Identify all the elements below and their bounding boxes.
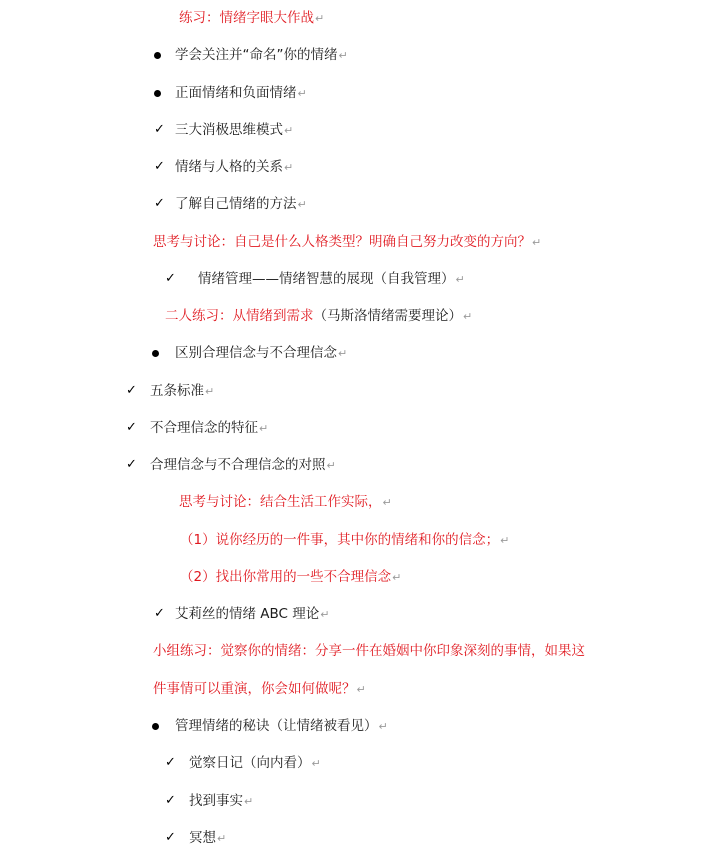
paragraph-mark-icon: ↵	[338, 347, 348, 360]
pair-exercise-heading: 二人练习：从情绪到需求（马斯洛情绪需要理论）↵	[165, 308, 473, 324]
paragraph-mark-icon: ↵	[311, 757, 321, 770]
check-icon: ✓	[165, 830, 176, 845]
paragraph-mark-icon: ↵	[315, 12, 325, 25]
paragraph-mark-icon: ↵	[244, 795, 254, 808]
list-item: ✓ 情绪管理——情绪智慧的展现（自我管理）↵	[165, 271, 465, 287]
group-exercise-text: 件事情可以重演，你会如何做呢？↵	[153, 681, 366, 697]
paragraph-mark-icon: ↵	[284, 161, 294, 174]
discussion-point: （1）说你经历的一件事，其中你的情绪和你的信念；↵	[180, 532, 510, 548]
paragraph-mark-icon: ↵	[532, 236, 542, 249]
paragraph-mark-icon: ↵	[382, 496, 392, 509]
bullet-icon	[154, 90, 161, 97]
paragraph-mark-icon: ↵	[463, 310, 473, 323]
list-item: ✓ 觉察日记（向内看）↵	[165, 755, 321, 771]
paragraph-mark-icon: ↵	[378, 720, 388, 733]
list-item: ✓ 不合理信念的特征↵	[126, 420, 269, 436]
list-item: 区别合理信念与不合理信念↵	[152, 343, 347, 363]
paragraph-mark-icon: ↵	[326, 459, 336, 472]
check-icon: ✓	[126, 420, 137, 435]
bullet-icon	[152, 350, 159, 357]
discussion-heading: 思考与讨论：结合生活工作实际，↵	[179, 494, 392, 510]
list-item: ✓ 合理信念与不合理信念的对照↵	[126, 457, 336, 473]
paragraph-mark-icon: ↵	[338, 49, 348, 62]
list-item: 正面情绪和负面情绪↵	[154, 83, 307, 103]
bullet-icon	[152, 723, 159, 730]
list-item: 管理情绪的秘诀（让情绪被看见）↵	[152, 716, 388, 736]
paragraph-mark-icon: ↵	[320, 608, 330, 621]
check-icon: ✓	[154, 122, 165, 137]
discussion-heading: 思考与讨论：自己是什么人格类型？明确自己努力改变的方向？↵	[153, 234, 542, 250]
paragraph-mark-icon: ↵	[259, 422, 269, 435]
check-icon: ✓	[165, 271, 176, 286]
list-item: ✓ 五条标准↵	[126, 383, 215, 399]
check-icon: ✓	[126, 383, 137, 398]
bullet-icon	[154, 52, 161, 59]
discussion-point: （2）找出你常用的一些不合理信念↵	[180, 569, 402, 585]
group-exercise-text: 小组练习：觉察你的情绪：分享一件在婚姻中你印象深刻的事情，如果这	[153, 643, 585, 659]
check-icon: ✓	[154, 196, 165, 211]
check-icon: ✓	[165, 755, 176, 770]
paragraph-mark-icon: ↵	[500, 534, 510, 547]
list-item: 学会关注并“命名”你的情绪↵	[154, 45, 348, 65]
exercise-heading: 练习：情绪字眼大作战↵	[179, 10, 325, 26]
check-icon: ✓	[126, 457, 137, 472]
list-item: ✓ 情绪与人格的关系↵	[154, 159, 294, 175]
list-item: ✓ 了解自己情绪的方法↵	[154, 196, 307, 212]
paragraph-mark-icon: ↵	[297, 87, 307, 100]
list-item: ✓ 艾莉丝的情绪 ABC 理论↵	[154, 606, 330, 622]
check-icon: ✓	[165, 793, 176, 808]
check-icon: ✓	[154, 606, 165, 621]
paragraph-mark-icon: ↵	[284, 124, 294, 137]
list-item: ✓ 找到事实↵	[165, 793, 254, 809]
paragraph-mark-icon: ↵	[217, 832, 227, 845]
list-item: ✓ 冥想↵	[165, 830, 227, 846]
paragraph-mark-icon: ↵	[356, 683, 366, 696]
paragraph-mark-icon: ↵	[297, 198, 307, 211]
paragraph-mark-icon: ↵	[455, 273, 465, 286]
paragraph-mark-icon: ↵	[392, 571, 402, 584]
list-item: ✓ 三大消极思维模式↵	[154, 122, 294, 138]
check-icon: ✓	[154, 159, 165, 174]
paragraph-mark-icon: ↵	[205, 385, 215, 398]
